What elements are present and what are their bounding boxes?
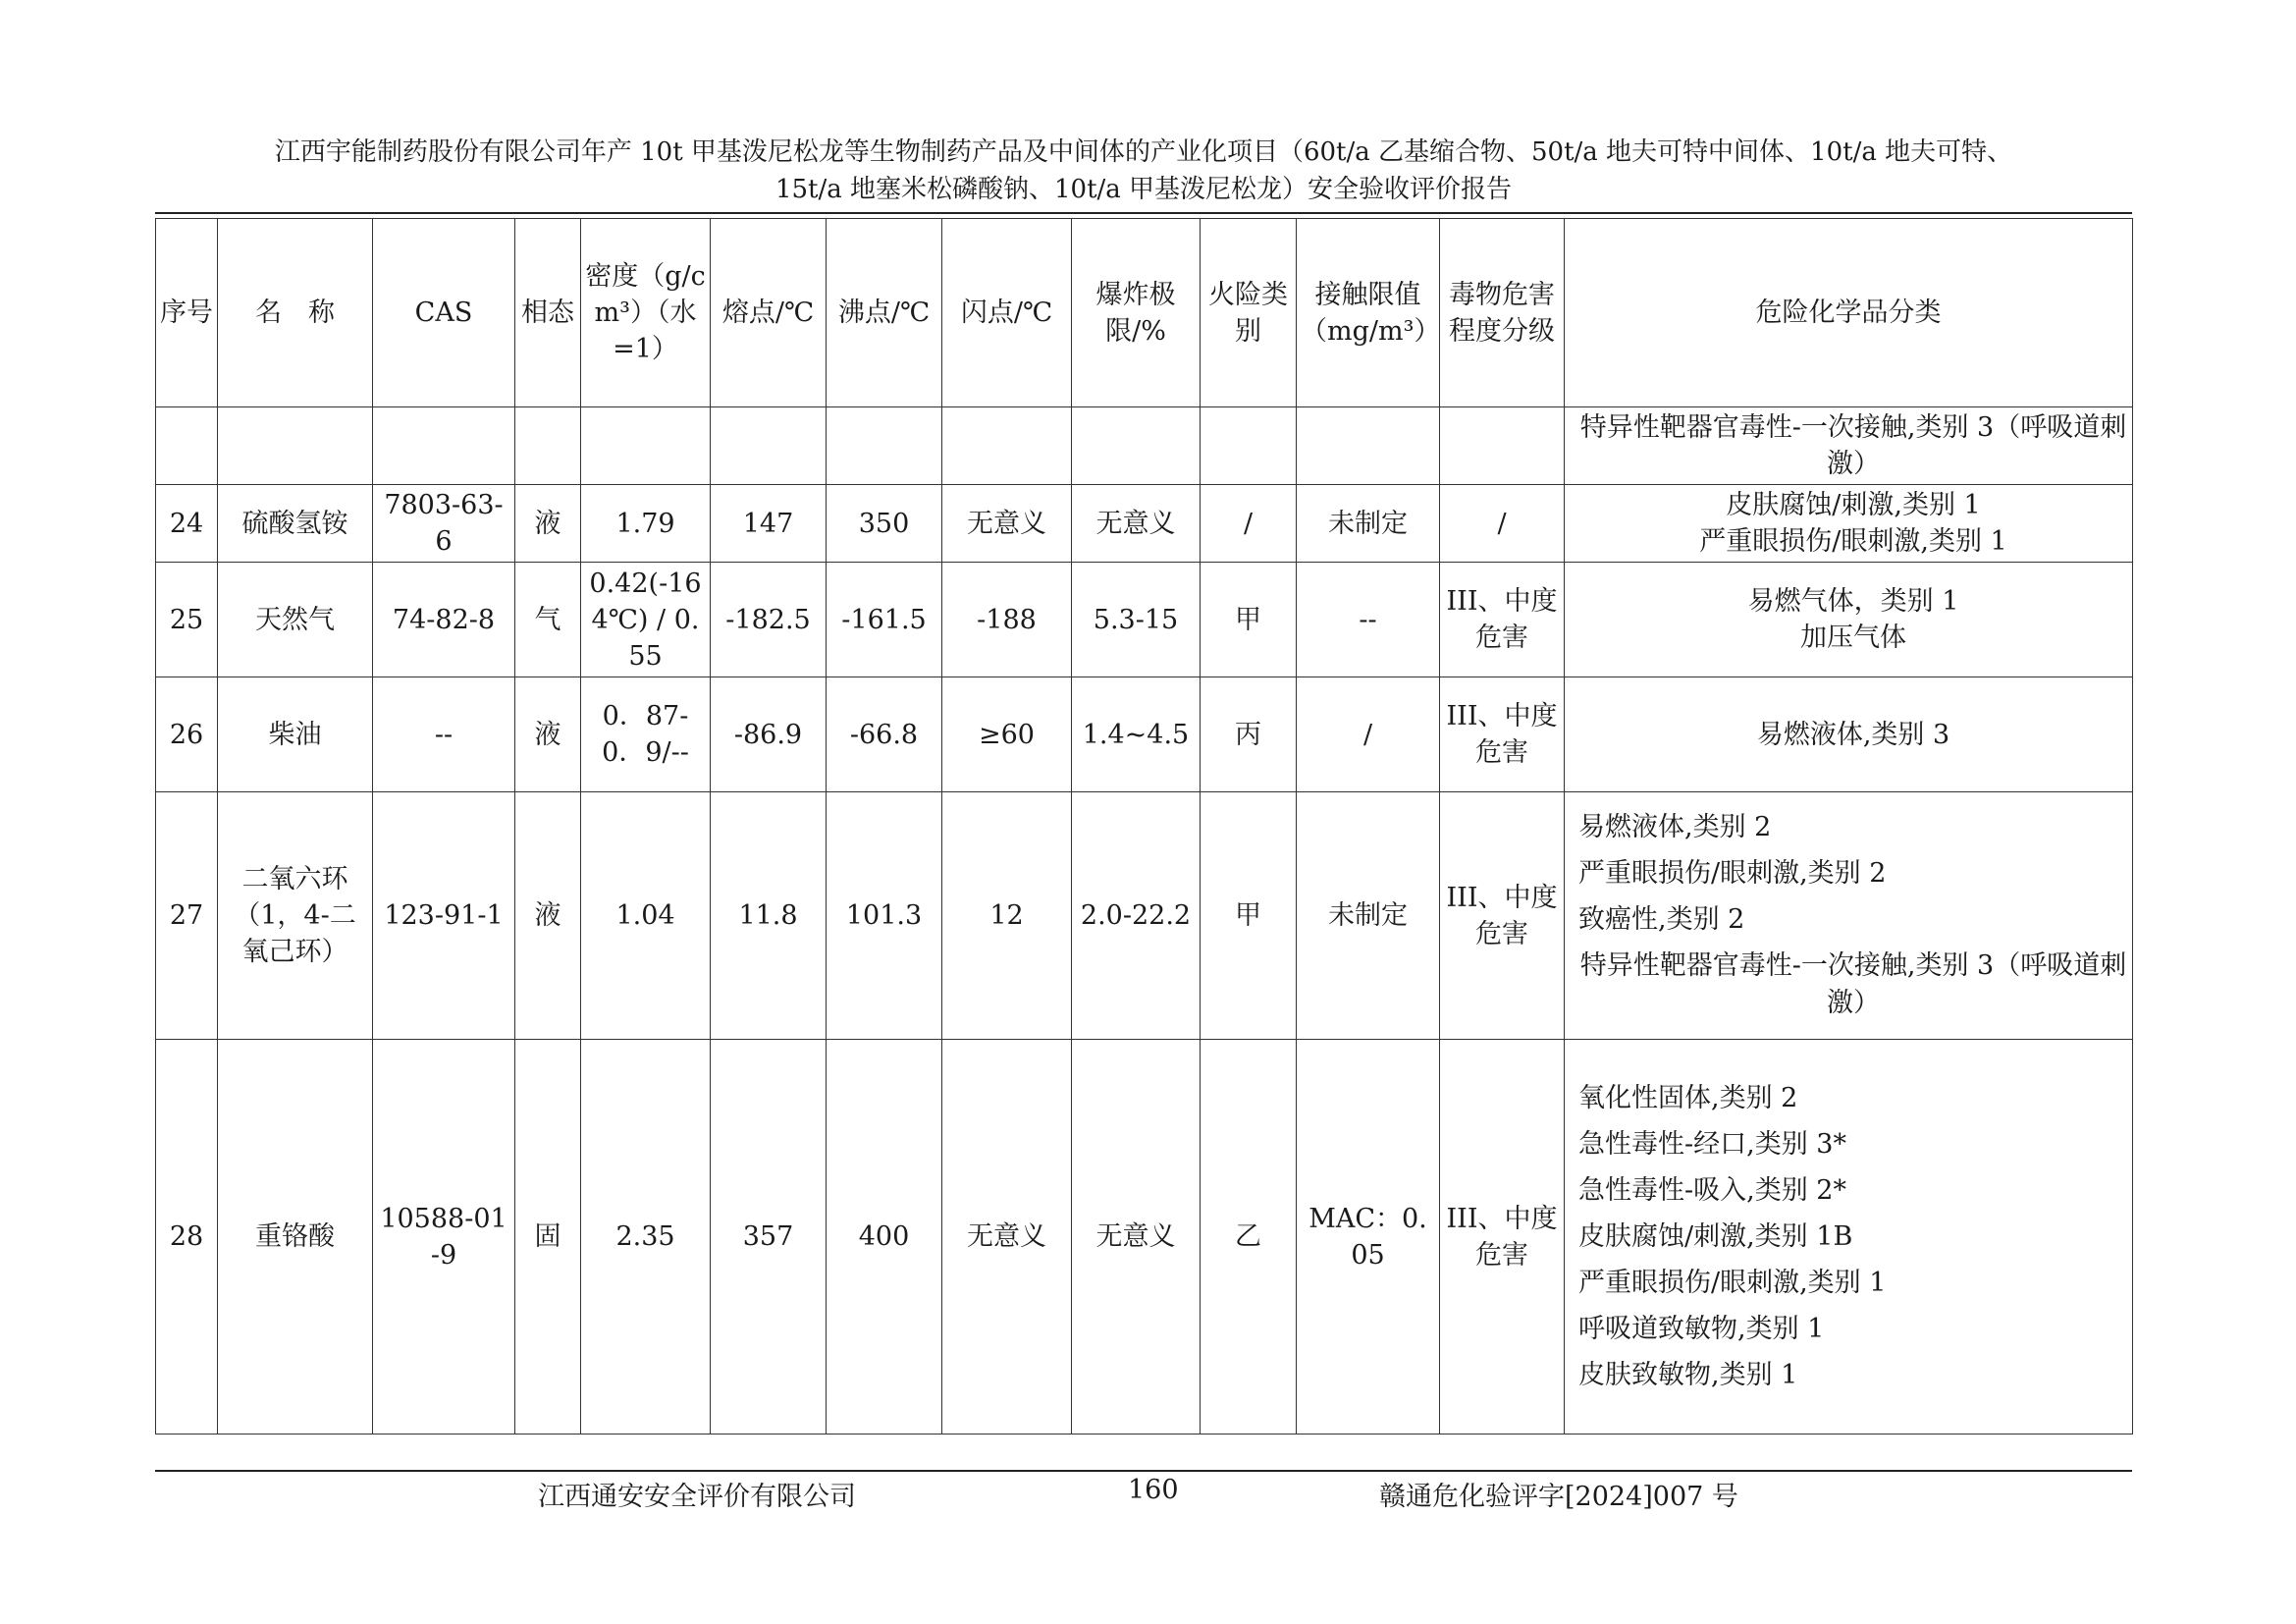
cell-exposure-limit: / (1297, 677, 1440, 792)
cell-density: 1.04 (581, 792, 711, 1040)
cell-fire-category: 甲 (1201, 563, 1297, 677)
header-divider (155, 212, 2132, 214)
cell-exposure-limit: 未制定 (1297, 485, 1440, 563)
cell-flash-point: -188 (942, 563, 1072, 677)
classification-item: 易燃液体,类别 2 (1578, 812, 1772, 842)
cell-cas: 123-91-1 (373, 792, 515, 1040)
cell-toxicity-grade: III、中度危害 (1440, 563, 1565, 677)
col-header-classification: 危险化学品分类 (1565, 219, 2133, 407)
cell-name: 重铬酸 (218, 1040, 373, 1435)
cell-explosion-limit: 无意义 (1072, 1040, 1201, 1435)
cell-toxicity-grade: III、中度危害 (1440, 1040, 1565, 1435)
cell-name: 柴油 (218, 677, 373, 792)
cell-explosion-limit: 5.3-15 (1072, 563, 1201, 677)
cell-melting-point: -182.5 (711, 563, 827, 677)
cell-toxicity-grade: III、中度危害 (1440, 792, 1565, 1040)
col-header-boiling-point: 沸点/℃ (827, 219, 942, 407)
table-row-continued (156, 407, 2133, 485)
page-number: 160 (1128, 1475, 1179, 1505)
classification-cell (1565, 563, 2133, 677)
table-row (156, 485, 2133, 563)
classification-item: 严重眼损伤/眼刺激,类别 1 (1578, 1267, 1887, 1298)
cell-name: 硫酸氢铵 (218, 485, 373, 563)
col-header-phase: 相态 (515, 219, 581, 407)
cell-density: 0.42(-164℃) / 0.55 (581, 563, 711, 677)
report-title-line2: 15t/a 地塞米松磷酸钠、10t/a 甲基泼尼松龙）安全验收评价报告 (774, 175, 1513, 204)
cell-exposure-limit: -- (1297, 563, 1440, 677)
classification-cell (1565, 792, 2133, 1040)
cell-melting-point: -86.9 (711, 677, 827, 792)
cell-fire-category: 乙 (1201, 1040, 1297, 1435)
report-header (137, 134, 2150, 208)
cell-fire-category: 丙 (1201, 677, 1297, 792)
cell-phase: 液 (515, 485, 581, 563)
cell-phase: 气 (515, 563, 581, 677)
chemical-properties-table (155, 218, 2133, 1435)
footer-reference: 赣通危化验评字[2024]007 号 (1379, 1482, 1738, 1512)
classification-item: 致癌性,类别 2 (1578, 904, 1745, 935)
cell-flash-point: 12 (942, 792, 1072, 1040)
col-header-cas: CAS (373, 219, 515, 407)
cell-fire-category: / (1201, 485, 1297, 563)
cell-name: 天然气 (218, 563, 373, 677)
cell-cas: -- (373, 677, 515, 792)
classification-cell (1565, 407, 2133, 485)
cell-no: 25 (156, 563, 218, 677)
cell-boiling-point: -66.8 (827, 677, 942, 792)
col-header-flash-point: 闪点/℃ (942, 219, 1072, 407)
cell-toxicity-grade: III、中度危害 (1440, 677, 1565, 792)
cell-melting-point: 11.8 (711, 792, 827, 1040)
cell-explosion-limit: 1.4~4.5 (1072, 677, 1201, 792)
classification-item: 易燃气体，类别 1 (1747, 586, 1959, 617)
table-row (156, 792, 2133, 1040)
cell-flash-point: ≥60 (942, 677, 1072, 792)
cell-name: 二氧六环（1，4-二氧己环） (218, 792, 373, 1040)
table-row (156, 1040, 2133, 1435)
cell-boiling-point: -161.5 (827, 563, 942, 677)
cell-no: 26 (156, 677, 218, 792)
classification-item: 严重眼损伤/眼刺激,类别 2 (1578, 858, 1887, 889)
cell-explosion-limit: 2.0-22.2 (1072, 792, 1201, 1040)
classification-cell (1565, 677, 2133, 792)
classification-item: 特异性靶器官毒性-一次接触,类别 3（呼吸道刺激） (1579, 412, 2127, 479)
cell-exposure-limit: MAC：0.05 (1297, 1040, 1440, 1435)
col-header-toxicity-grade: 毒物危害程度分级 (1440, 219, 1565, 407)
table-header-row (156, 219, 2133, 407)
col-header-exposure-limit: 接触限值（mg/m³） (1297, 219, 1440, 407)
classification-item: 皮肤腐蚀/刺激,类别 1 (1726, 490, 1981, 520)
classification-item: 皮肤腐蚀/刺激,类别 1B (1578, 1220, 1853, 1252)
report-title-line1: 江西宇能制药股份有限公司年产 10t 甲基泼尼松龙等生物制药产品及中间体的产业化项目（60t/a 乙基缩合物、50t/a 地夫可特中间体、10t/a 地夫可特、 (274, 137, 2013, 167)
cell-fire-category: 甲 (1201, 792, 1297, 1040)
cell-boiling-point: 101.3 (827, 792, 942, 1040)
classification-cell (1565, 485, 2133, 563)
footer-divider (155, 1470, 2132, 1472)
classification-cell (1565, 1040, 2133, 1435)
col-header-density: 密度（g/cm³）（水=1） (581, 219, 711, 407)
cell-toxicity-grade: / (1440, 485, 1565, 563)
cell-phase: 液 (515, 792, 581, 1040)
cell-melting-point: 147 (711, 485, 827, 563)
cell-density: 2.35 (581, 1040, 711, 1435)
footer-company: 江西通安安全评价有限公司 (538, 1482, 856, 1512)
cell-cas: 7803-63-6 (373, 485, 515, 563)
cell-phase: 固 (515, 1040, 581, 1435)
col-header-no: 序号 (156, 219, 218, 407)
col-header-melting-point: 熔点/℃ (711, 219, 827, 407)
cell-flash-point: 无意义 (942, 1040, 1072, 1435)
col-header-fire-category: 火险类别 (1201, 219, 1297, 407)
cell-exposure-limit: 未制定 (1297, 792, 1440, 1040)
classification-item: 特异性靶器官毒性-一次接触,类别 3（呼吸道刺激） (1579, 950, 2127, 1018)
classification-item: 加压气体 (1800, 623, 1906, 653)
cell-no: 24 (156, 485, 218, 563)
cell-boiling-point: 350 (827, 485, 942, 563)
classification-item: 皮肤致敏物,类别 1 (1578, 1359, 1798, 1390)
col-header-name: 名 称 (218, 219, 373, 407)
classification-item: 易燃液体,类别 3 (1756, 719, 1950, 750)
classification-item: 严重眼损伤/眼刺激,类别 1 (1699, 526, 2007, 557)
classification-item: 急性毒性-经口,类别 3* (1578, 1128, 1846, 1160)
cell-density: 1.79 (581, 485, 711, 563)
table-row (156, 563, 2133, 677)
cell-phase: 液 (515, 677, 581, 792)
cell-no: 28 (156, 1040, 218, 1435)
classification-item: 呼吸道致敏物,类别 1 (1578, 1313, 1825, 1344)
classification-item: 急性毒性-吸入,类别 2* (1578, 1174, 1846, 1206)
cell-no: 27 (156, 792, 218, 1040)
cell-melting-point: 357 (711, 1040, 827, 1435)
col-header-explosion-limit: 爆炸极限/% (1072, 219, 1201, 407)
cell-boiling-point: 400 (827, 1040, 942, 1435)
table-row (156, 677, 2133, 792)
cell-density: 0．87-0．9/-- (581, 677, 711, 792)
classification-item: 氧化性固体,类别 2 (1578, 1082, 1798, 1113)
cell-cas: 10588-01-9 (373, 1040, 515, 1435)
cell-flash-point: 无意义 (942, 485, 1072, 563)
cell-cas: 74-82-8 (373, 563, 515, 677)
cell-explosion-limit: 无意义 (1072, 485, 1201, 563)
